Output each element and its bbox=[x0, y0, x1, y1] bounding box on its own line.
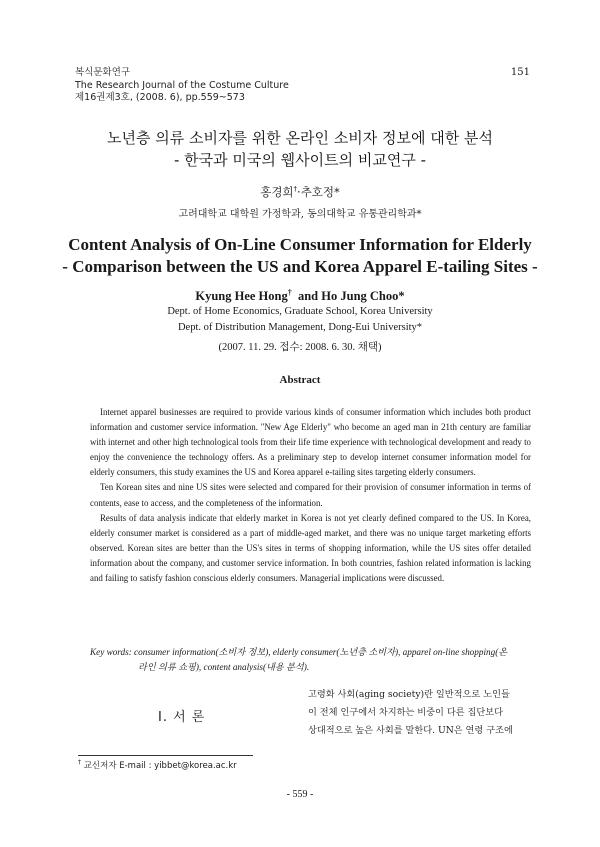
abstract-paragraph-3: Results of data analysis indicate that elderly market in Korea is not yet clearly defined compared to the US. In Korea, elderly consumer market is considered as a part of middle-aged market, and there was no unique target marketing efforts observed. Korean sites are better than the US's sites in terms of shopping information, while the US sites offer detailed information about the company, and customer service information. In both countries, fashion related information is lacking and failing to satisfy fashion conscious elderly consumers. Managerial implications were discussed. bbox=[90, 512, 531, 584]
keywords-line-2: 라인 의류 쇼핑), content analysis(내용 분석). bbox=[138, 661, 310, 672]
footnote bbox=[78, 759, 237, 771]
english-authors bbox=[0, 288, 600, 304]
korean-author-2: ·추호정* bbox=[297, 185, 340, 199]
corresponding-dagger: † bbox=[293, 185, 298, 194]
korean-affiliation: 고려대학교 대학원 가정학과, 동의대학교 유통관리학과* bbox=[178, 209, 422, 220]
abstract-paragraph-2: Ten Korean sites and nine US sites were selected and compared for their provision of consumer information in terms of contents, ease to access, and the completeness of the information. bbox=[90, 482, 531, 508]
received-accepted-dates: (2007. 11. 29. 접수: 2008. 6. 30. 채택) bbox=[218, 342, 382, 353]
journal-english-name: The Research Journal of the Costume Culture bbox=[75, 79, 289, 91]
journal-page-number: 151 bbox=[510, 67, 530, 78]
running-header bbox=[75, 67, 289, 105]
footnote-text: 교신저자 E-mail : yibbet@korea.ac.kr bbox=[83, 761, 237, 771]
english-author-2: and Ho Jung Choo* bbox=[297, 289, 405, 304]
footnote-rule bbox=[78, 755, 253, 756]
section-heading-introduction: I. 서 론 bbox=[158, 710, 206, 725]
keywords bbox=[90, 645, 540, 674]
english-subtitle: - Comparison between the US and Korea Apparel E-tailing Sites - bbox=[62, 257, 538, 276]
korean-subtitle: - 한국과 미국의 웹사이트의 비교연구 - bbox=[173, 151, 427, 169]
english-affiliation-1: Dept. of Home Economics, Graduate School, Korea University bbox=[167, 306, 433, 317]
english-author-1: Kyung Hee Hong bbox=[195, 289, 288, 304]
abstract-heading: Abstract bbox=[279, 374, 321, 386]
introduction-text bbox=[308, 686, 543, 740]
issue-info: 제16권제3호, (2008. 6), pp.559~573 bbox=[75, 92, 245, 103]
intro-line-1: 고령화 사회(aging society)란 일반적으로 노인들 bbox=[308, 689, 510, 700]
journal-korean-name: 복식문화연구 bbox=[75, 67, 131, 78]
intro-line-2: 이 전체 인구에서 차지하는 비중이 다른 집단보다 bbox=[308, 707, 504, 718]
intro-line-3: 상대적으로 높은 사회를 말한다. UN은 연령 구조에 bbox=[308, 725, 513, 736]
footnote-dagger: † bbox=[78, 759, 81, 767]
korean-title: 노년층 의류 소비자를 위한 온라인 소비자 정보에 대한 분석 bbox=[107, 129, 493, 147]
korean-authors bbox=[0, 184, 600, 200]
abstract-body bbox=[90, 405, 531, 586]
english-affiliation-2: Dept. of Distribution Management, Dong-Eui University* bbox=[177, 322, 423, 333]
keywords-line-1: Key words: consumer information(소비자 정보), elderly consumer(노년층 소비자), apparel on-line shopping(온 bbox=[90, 647, 508, 657]
page-footer-number: - 559 - bbox=[286, 789, 314, 800]
english-title: Content Analysis of On-Line Consumer Information for Elderly bbox=[68, 235, 532, 254]
english-dagger: † bbox=[287, 288, 292, 297]
korean-author-1: 홍경희 bbox=[260, 185, 294, 199]
abstract-paragraph-1: Internet apparel businesses are required to provide various kinds of consumer information which includes both product information and customer service information. "New Age Elderly" who become an aged man in 21th century are familiar with internet and other high technological tools from their life time experience with technological development and ready to enjoy the convenience the technology offers. As a preliminary step to develop internet consumer information model for elderly consumers, this study examines the US and Korea apparel e-tailing sites targeting elderly consumers. bbox=[90, 407, 531, 478]
